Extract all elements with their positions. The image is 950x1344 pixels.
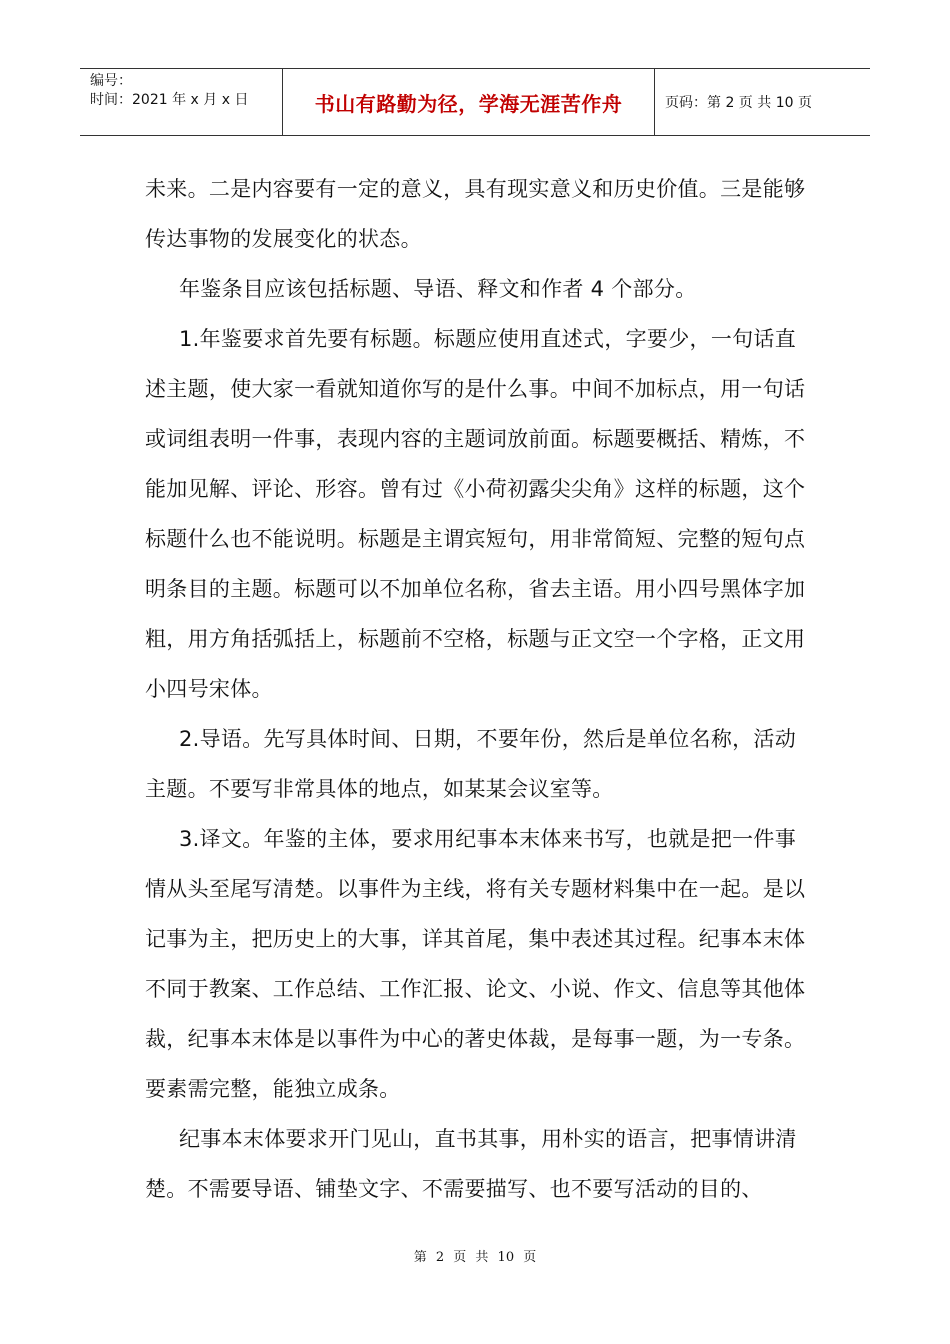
document-number-label: 编号： — [90, 73, 132, 89]
body-paragraph: 年鉴条目应该包括标题、导语、释文和作者 4 个部分。 — [179, 277, 697, 301]
body-paragraph: 3.译文。年鉴的主体，要求用纪事本末体来书写，也就是把一件事情从头至尾写清楚。以事件为主线，将有关专题材料集中在一起。是以记事为主，把历史上的大事，详其首尾，集中表述其过程。纪事本末体不同于教案、工作总结、工作汇报、论文、小说、作文、信息等其他体裁，纪事本末体是以事件为中心的著史体裁，是每事一题，为一专条。要素需完整，能独立成条。 — [145, 827, 806, 1101]
header-page-cell — [655, 69, 870, 135]
page-footer: 第 2 页 共 10 页 — [413, 1250, 537, 1265]
document-header — [80, 68, 870, 136]
body-paragraph: 未来。二是内容要有一定的意义，具有现实意义和历史价值。三是能够传达事物的发展变化的状态。 — [145, 177, 806, 251]
header-motto-cell — [283, 69, 655, 135]
body-paragraph: 2.导语。先写具体时间、日期，不要年份，然后是单位名称，活动主题。不要写非常具体的地点，如某某会议室等。 — [145, 727, 797, 801]
document-body — [145, 164, 810, 1214]
body-paragraph: 纪事本末体要求开门见山，直书其事，用朴实的语言，把事情讲清楚。不需要导语、铺垫文字、不需要描写、也不要写活动的目的、 — [145, 1127, 797, 1201]
body-paragraph: 1.年鉴要求首先要有标题。标题应使用直述式，字要少，一句话直述主题，使大家一看就知道你写的是什么事。中间不加标点，用一句话或词组表明一件事，表现内容的主题词放前面。标题要概括、精炼，不能加见解、评论、形容。曾有过《小荷初露尖尖角》这样的标题，这个标题什么也不能说明。标题是主谓宾短句，用非常简短、完整的短句点明条目的主题。标题可以不加单位名称，省去主语。用小四号黑体字加粗，用方角括弧括上，标题前不空格，标题与正文空一个字格，正文用小四号宋体。 — [145, 327, 806, 701]
document-date: 时间：2021 年 x 月 x 日 — [90, 92, 249, 108]
header-motto: 书山有路勤为径，学海无涯苦作舟 — [314, 91, 623, 116]
header-meta-cell — [80, 69, 283, 135]
header-page-info: 页码：第 2 页 共 10 页 — [665, 95, 812, 111]
